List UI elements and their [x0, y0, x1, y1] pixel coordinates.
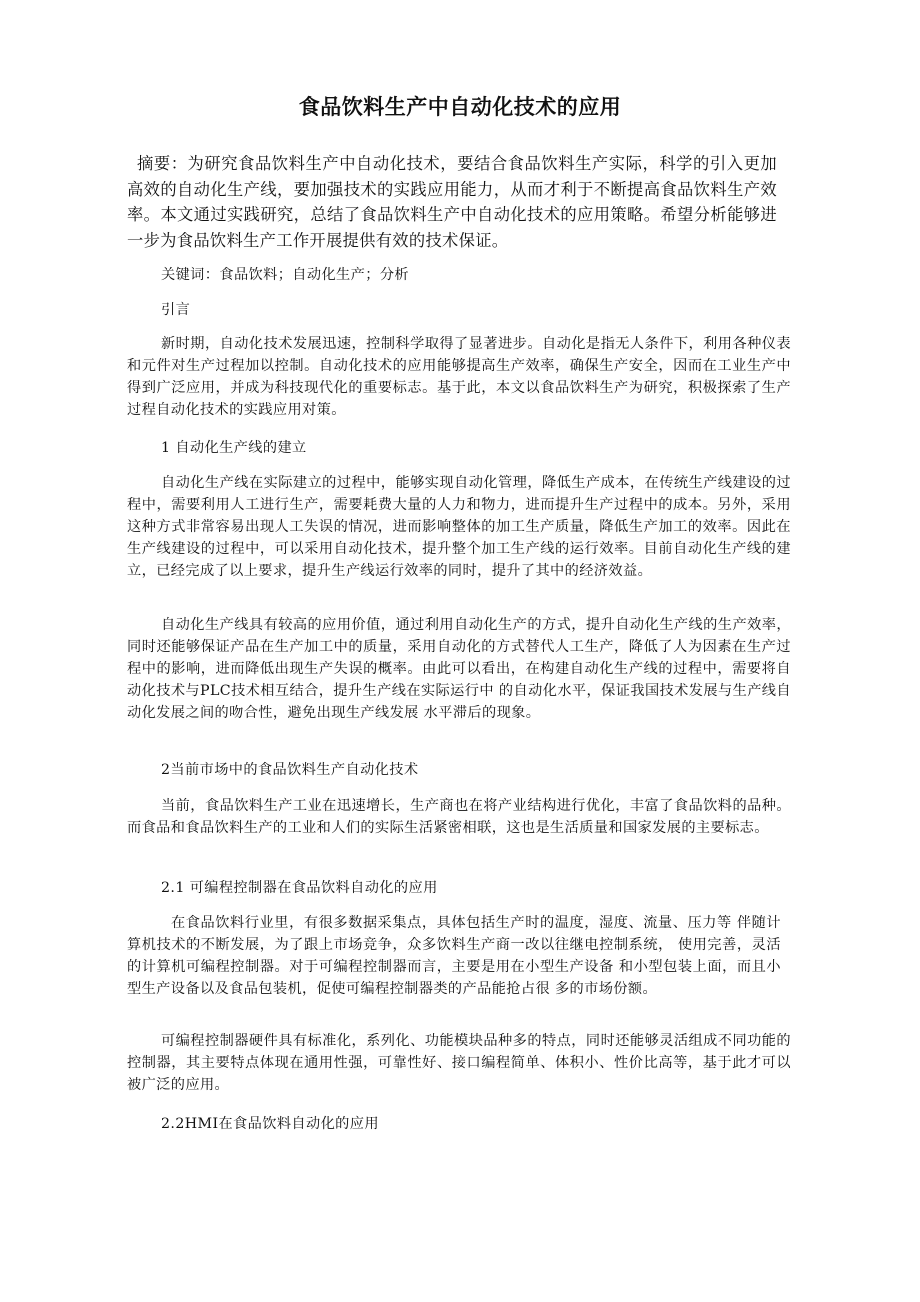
document-title: 食品饮料生产中自动化技术的应用 — [298, 95, 622, 119]
section-2-1-paragraph-2: 可编程控制器硬件具有标准化，系列化、功能模块品种多的特点，同时还能够灵活组成不同功能的控制器，其主要特点体现在通用性强，可靠性好、接口编程简单、体积小、性价比高等，基于此才可以被广泛的应用。 — [127, 1033, 791, 1093]
section-2-1-paragraph-1: 在食品饮料行业里，有很多数据采集点，具体包括生产时的温度，湿度、流量、压力等 伴随计算机技术的不断发展，为了跟上市场竞争，众多饮料生产商一改以往继电控制系统， 使用完善，灵活的计算机可编程控制器。对于可编程控制器而言，主要是用在小型生产设备 和小型包装上面，而且小型生产设备以及食品包装机，促使可编程控制器类的产品能抢占很 多的市场份额。 — [127, 915, 781, 997]
keywords-line: 关键词：食品饮料；自动化生产；分析 — [161, 267, 409, 283]
section-2-paragraph: 当前，食品饮料生产工业在迅速增长，生产商也在将产业结构进行优化，丰富了食品饮料的品种。而食品和食品饮料生产的工业和人们的实际生活紧密相联，这也是生活质量和国家发展的主要标志。 — [127, 798, 791, 836]
section-2-1-heading: 2.1 可编程控制器在食品饮料自动化的应用 — [161, 880, 438, 896]
intro-heading: 引言 — [161, 302, 191, 318]
section-1-heading: 1 自动化生产线的建立 — [161, 440, 307, 456]
section-2-heading: 2当前市场中的食品饮料生产自动化技术 — [161, 762, 419, 778]
section-2-2-heading: 2.2HMI在食品饮料自动化的应用 — [161, 1116, 379, 1132]
section-1-paragraph-1: 自动化生产线在实际建立的过程中，能够实现自动化管理，降低生产成本，在传统生产线建设的过程中，需要利用人工进行生产，需要耗费大量的人力和物力，进而提升生产过程中的成本。另外，采用这种方式非常容易出现人工失误的情况，进而影响整体的加工生产质量，降低生产加工的效率。因此在生产线建设的过程中，可以采用自动化技术，提升整个加工生产线的运行效率。目前自动化生产线的建立，已经完成了以上要求，提升生产线运行效率的同时，提升了其中的经济效益。 — [127, 475, 791, 579]
intro-paragraph: 新时期，自动化技术发展迅速，控制科学取得了显著进步。自动化是指无人条件下，利用各种仪表和元件对生产过程加以控制。自动化技术的应用能够提高生产效率，确保生产安全，因而在工业生产中得到广泛应用，并成为科技现代化的重要标志。基于此，本文以食品饮料生产为研究，积极探索了生产过程自动化技术的实践应用对策。 — [127, 336, 791, 418]
abstract-paragraph: 摘要：为研究食品饮料生产中自动化技术，要结合食品饮料生产实际，科学的引入更加高效的自动化生产线，要加强技术的实践应用能力，从而才利于不断提高食品饮料生产效率。本文通过实践研究，总结了食品饮料生产中自动化技术的应用策略。希望分析能够进一步为食品饮料生产工作开展提供有效的技术保证。 — [127, 154, 777, 250]
section-1-paragraph-2: 自动化生产线具有较高的应用价值，通过利用自动化生产的方式，提升自动化生产线的生产效率，同时还能够保证产品在生产加工中的质量，采用自动化的方式替代人工生产，降低了人为因素在生产过程中的影响，进而降低出现生产失误的概率。由此可以看出，在构建自动化生产线的过程中，需要将自动化技术与PLC技术相互结合，提升生产线在实际运行中 的自动化水平，保证我国技术发展与生产线自动化发展之间的吻合性，避免出现生产线发展 水平滞后的现象。 — [127, 617, 791, 721]
